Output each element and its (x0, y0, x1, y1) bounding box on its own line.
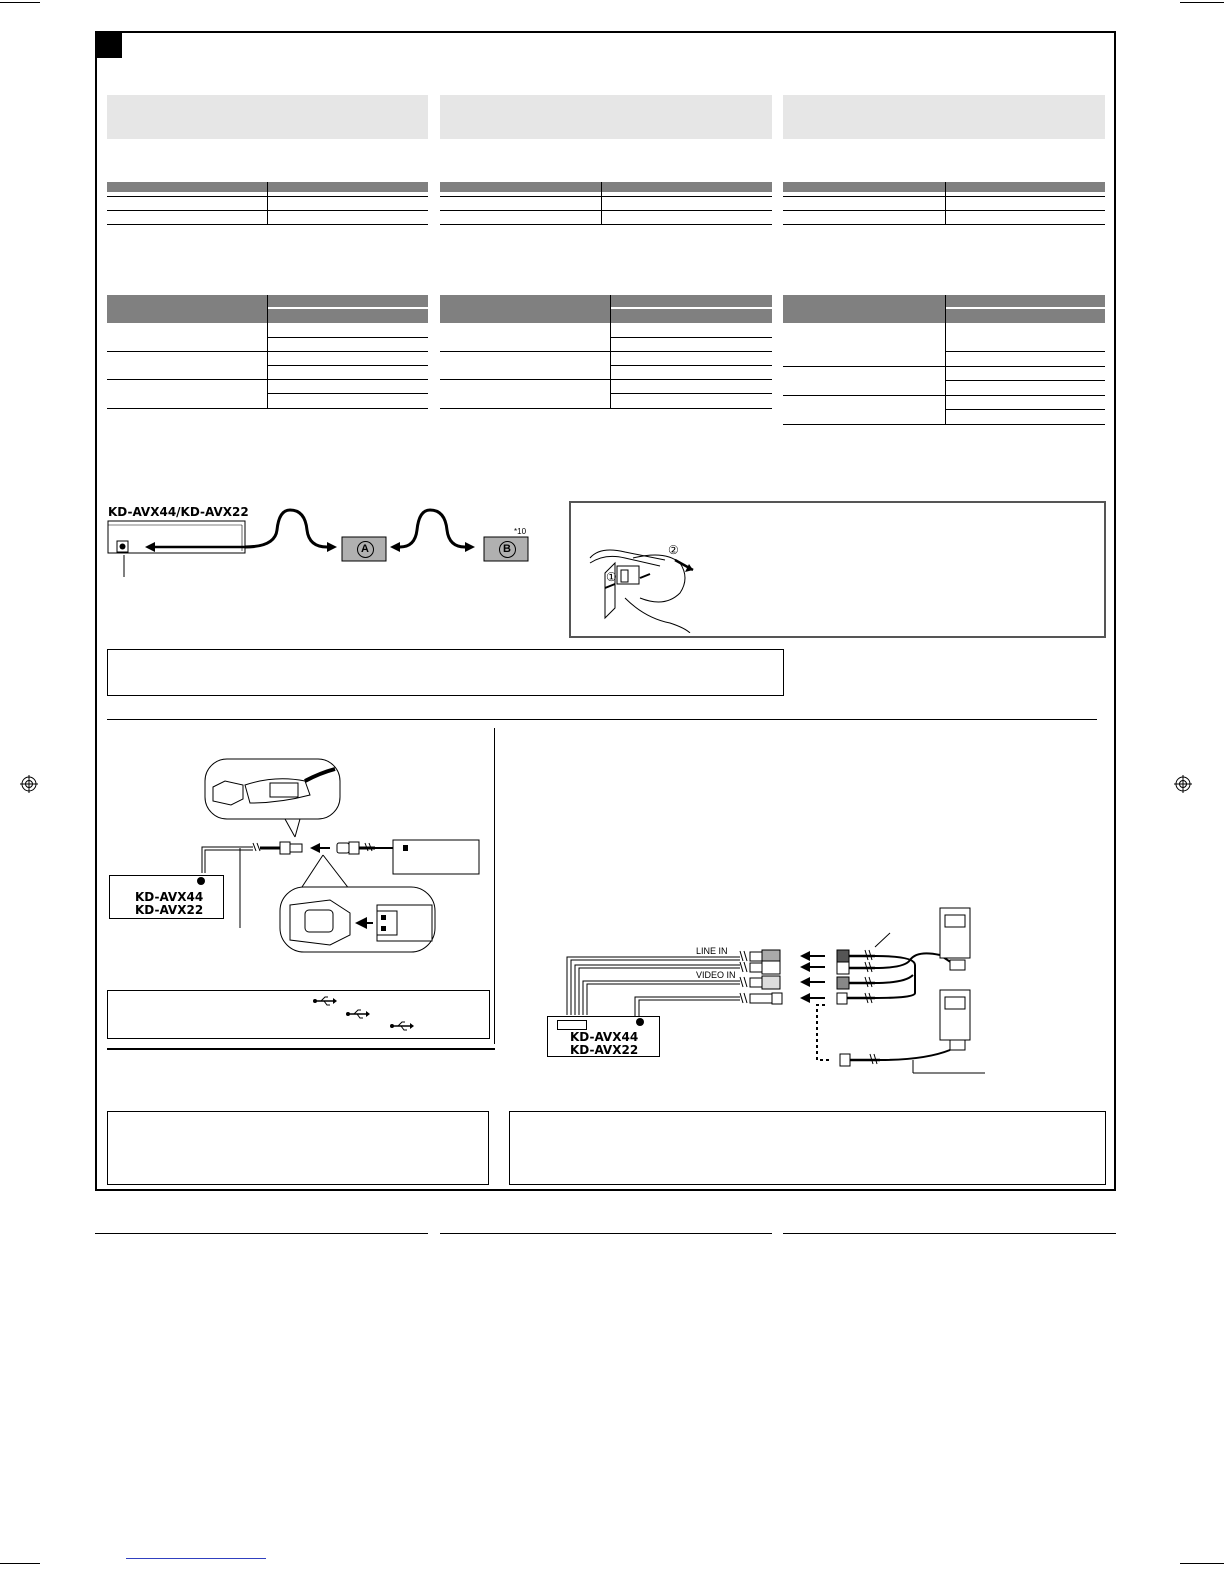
bottom-note-box-right (509, 1111, 1106, 1185)
crop-mark (0, 1563, 40, 1564)
crop-mark (126, 1558, 266, 1559)
usb-unit-model-1: KD-AVX44 (135, 890, 204, 904)
release-step-1: ① (606, 570, 617, 584)
footer-rule-1 (95, 1233, 428, 1234)
registration-mark-icon (1174, 775, 1192, 793)
section-divider (107, 719, 1097, 720)
av-unit-model-1: KD-AVX44 (570, 1030, 639, 1044)
footer-rule-3 (783, 1233, 1116, 1234)
footnote-mark: *10 (514, 527, 527, 536)
box-a-letter: A (357, 541, 374, 558)
box-b-letter: B (499, 541, 516, 558)
crop-mark (1180, 2, 1224, 3)
footer-rule-2 (440, 1233, 772, 1234)
usb-icon (346, 1008, 370, 1020)
column-header-3 (783, 95, 1105, 139)
usb-icon (313, 995, 337, 1007)
release-step-2: ② (668, 543, 679, 557)
section-marker (95, 31, 122, 58)
usb-connection-diagram (105, 755, 485, 960)
av-unit-model-2: KD-AVX22 (570, 1043, 639, 1057)
connection-diagram (105, 505, 535, 600)
box-b-label (485, 538, 529, 560)
note-box (107, 649, 784, 696)
usb-unit-jack (197, 877, 205, 885)
column-header-1 (107, 95, 428, 139)
usb-unit-model-2: KD-AVX22 (135, 903, 204, 917)
usb-icon (390, 1020, 414, 1032)
crop-mark (0, 2, 40, 3)
registration-mark-icon (20, 775, 38, 793)
usb-section-bottom (107, 1048, 495, 1050)
video-in-label: VIDEO IN (696, 970, 736, 980)
box-a-label (343, 538, 387, 560)
bottom-note-box-left (107, 1111, 489, 1185)
column-header-2 (440, 95, 772, 139)
usb-section-divider (494, 728, 495, 1044)
crop-mark (1180, 1563, 1224, 1564)
av-unit-jack (636, 1018, 644, 1026)
usb-note-box (107, 990, 490, 1039)
av-unit-port (557, 1020, 587, 1030)
line-in-label: LINE IN (696, 946, 728, 956)
model-label: KD-AVX44/KD-AVX22 (108, 505, 249, 519)
connector-release-illustration (585, 538, 720, 633)
